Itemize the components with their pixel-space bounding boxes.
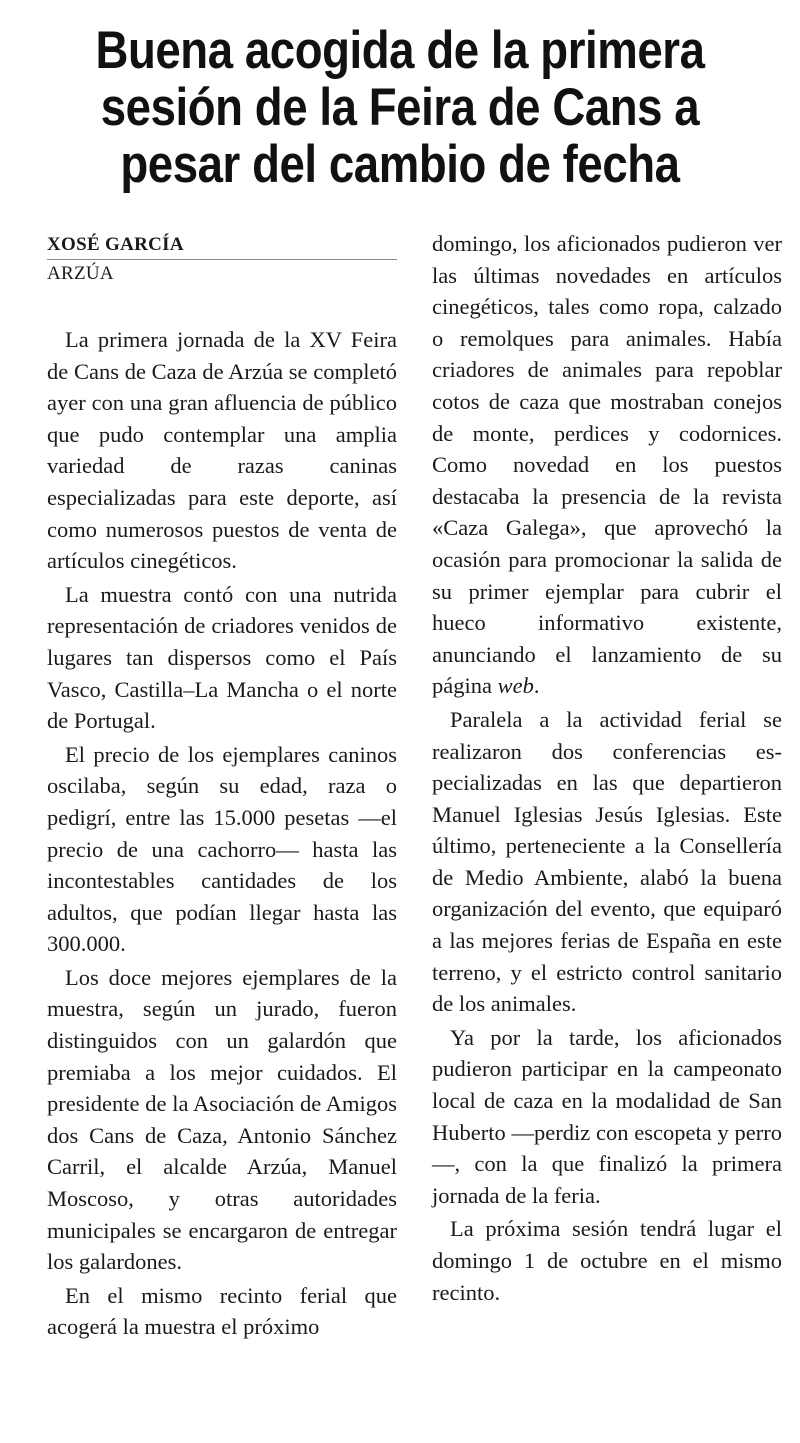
paragraph: En el mismo recinto ferial que acogerá la muestra el próximo xyxy=(47,1282,397,1340)
paragraph: Ya por la tarde, los aficionados pudieron participar en la campeonato local de caza en la modalidad de San Huberto —perdiz con escopeta y perro—, con la que finalizó la primera jornada de la feria. xyxy=(432,1024,782,1208)
author-byline: XOSÉ GARCÍA xyxy=(47,232,397,260)
article-column-left xyxy=(47,232,397,1343)
paragraph: Paralela a la actividad ferial se realizaron dos conferencias especializadas en las que departieron Manuel Iglesias Jesús Iglesias. Este último, perteneciente a la Consellería de Medio Ambiente, alabó la buena organización del evento, que equiparó a las mejores ferias de España en este terreno, y el estricto control sanitario de los animales. xyxy=(432,706,782,1017)
paragraph: El precio de los ejemplares caninos oscilaba, según su edad, raza o pedigrí, entre las 15.000 pesetas —el precio de una cachorro— hasta las incontestables cantidades de los adultos, que podían llegar hasta las 300.000. xyxy=(47,741,397,957)
headline-line: sesión de la Feira de Cans a xyxy=(100,78,700,137)
paragraph: La muestra contó con una nutrida representación de criadores venidos de lugares tan dispersos como el País Vasco, Castilla–La Mancha o el norte de Portugal. xyxy=(47,581,397,734)
paragraph: La primera jornada de la XV Feira de Cans de Caza de Arzúa se completó ayer con una gran afluencia de público que pudo contemplar una amplia variedad de razas caninas especializadas para este deporte, así como numerosos puestos de venta de artículos cinegéticos. xyxy=(47,327,397,574)
paragraph-continued: domingo, los aficionados pudieron ver las últimas novedades en artículos cinegéticos, tales como ropa, calzado o remolques para animales. Había criadores de animales para repoblar cotos de caza que mostraban conejos de monte, perdices y codornices. Como novedad en los puestos destacaba la presencia de la revista «Caza Galega», que aprovechó la ocasión para promocionar la salida de su primer ejemplar para cubrir el hueco informativo existente, anunciando el lanzamiento de su página web. xyxy=(432,231,782,699)
headline-line: Buena acogida de la primera xyxy=(95,21,705,80)
article-column-right xyxy=(432,228,782,1308)
paragraph: Los doce mejores ejemplares de la muestra, según un jurado, fueron distinguidos con un galardón que premiaba a los mejor cuidados. El presidente de la Asociación de Amigos dos Cans de Caza, Antonio Sánchez Carril, el alcalde Arzúa, Manuel Moscoso, y otras autoridades municipales se encargaron de entregar los galardones. xyxy=(47,964,397,1275)
dateline-place: ARZÚA xyxy=(47,263,114,284)
article-headline xyxy=(73,22,727,193)
paragraph: La próxima sesión tendrá lugar el domingo 1 de octubre en el mismo recinto. xyxy=(432,1216,782,1305)
headline-line: pesar del cambio de fecha xyxy=(120,135,680,194)
